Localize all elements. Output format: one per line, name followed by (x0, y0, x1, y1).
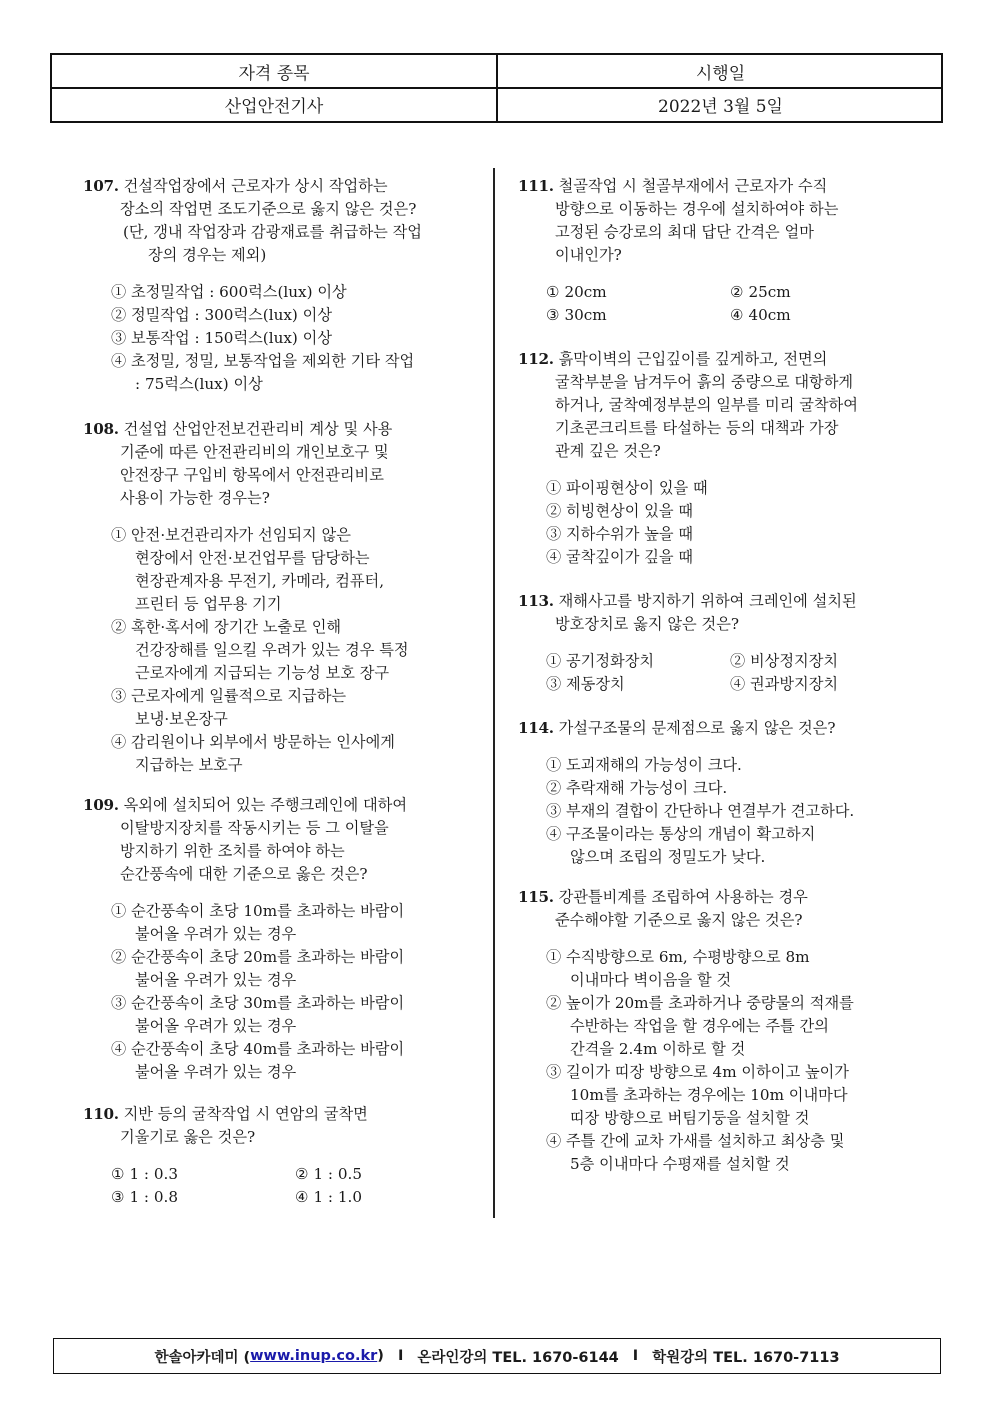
column-divider (493, 168, 495, 1218)
options-row (83, 1186, 483, 1209)
question-113 (518, 590, 918, 696)
question-number: 114. (518, 719, 554, 737)
question-text: 이내인가? (555, 246, 622, 264)
option-4-cont: 않으며 조립의 정밀도가 낮다. (570, 848, 766, 866)
question-115 (518, 886, 918, 1176)
question-number: 115. (518, 888, 554, 906)
option-2: ② 정밀작업 : 300럭스(lux) 이상 (111, 306, 333, 324)
question-stem (518, 886, 918, 909)
question-108 (83, 418, 483, 777)
options-row (518, 650, 918, 673)
question-text: 굴착부분을 남겨두어 흙의 중량으로 대항하게 (555, 373, 854, 391)
question-stem (83, 418, 483, 441)
header-subject-label: 자격 종목 (52, 55, 498, 87)
question-note: 장의 경우는 제외) (148, 246, 267, 264)
header-date-label: 시행일 (695, 63, 746, 84)
option-4: ④ 순간풍속이 초당 40m를 초과하는 바람이 (111, 1040, 405, 1058)
footer-academy: 한솔아카데미 ( (154, 1349, 251, 1366)
option-3-cont: 불어올 우려가 있는 경우 (135, 1017, 297, 1035)
option-4-cont: 지급하는 보호구 (135, 756, 243, 774)
option-3-cont: 10m를 초과하는 경우에는 10m 이내마다 (570, 1086, 848, 1104)
option-4: ④ 주틀 간에 교차 가새를 설치하고 최상층 및 (546, 1132, 845, 1150)
options-row (83, 1163, 483, 1186)
question-107 (83, 175, 483, 396)
option-1: ① 공기정화장치 (546, 652, 655, 670)
question-text: 건설작업장에서 근로자가 상시 작업하는 (123, 177, 388, 195)
option-2: ② 25cm (730, 283, 791, 301)
footer-separator: I (632, 1348, 639, 1364)
option-1-cont: 불어올 우려가 있는 경우 (135, 925, 297, 943)
option-4: ④ 권과방지장치 (730, 675, 839, 693)
footer-academy-close: ) (377, 1348, 384, 1364)
option-4-cont: : 75럭스(lux) 이상 (135, 375, 263, 393)
question-number: 111. (518, 177, 554, 195)
options-row (518, 281, 918, 304)
header-row-values (52, 87, 941, 121)
question-number: 109. (83, 796, 119, 814)
question-stem (518, 175, 918, 198)
question-109 (83, 794, 483, 1084)
option-2-cont: 수반하는 작업을 할 경우에는 주틀 간의 (570, 1017, 829, 1035)
option-4: ④ 1 : 1.0 (295, 1188, 363, 1206)
header-date-value: 2022년 3월 5일 (658, 96, 783, 117)
option-2-cont: 건강장해를 일으킬 우려가 있는 경우 특정 (135, 641, 409, 659)
question-text: 사용이 가능한 경우는? (120, 489, 270, 507)
footer-url-link[interactable]: www.inup.co.kr (250, 1348, 378, 1364)
option-1: ① 초정밀작업 : 600럭스(lux) 이상 (111, 283, 347, 301)
question-text: 강관틀비계를 조립하여 사용하는 경우 (558, 888, 808, 906)
option-1-cont: 이내마다 벽이음을 할 것 (570, 971, 732, 989)
question-text: 기초콘크리트를 타설하는 등의 대책과 가장 (555, 419, 839, 437)
option-2-cont: 근로자에게 지급되는 기능성 보호 장구 (135, 664, 390, 682)
header-table (50, 53, 943, 123)
option-2: ② 추락재해 가능성이 크다. (546, 779, 728, 797)
footer-banner (53, 1338, 941, 1374)
option-2-cont: 불어올 우려가 있는 경우 (135, 971, 297, 989)
question-stem (518, 348, 918, 371)
option-2: ② 비상정지장치 (730, 652, 839, 670)
question-text: 관계 깊은 것은? (555, 442, 661, 460)
option-4-cont: 5층 이내마다 수평재를 설치할 것 (570, 1155, 790, 1173)
question-text: 준수해야할 기준으로 옳지 않은 것은? (555, 911, 803, 929)
option-3: ③ 근로자에게 일률적으로 지급하는 (111, 687, 347, 705)
option-3: ③ 부재의 결합이 간단하나 연결부가 견고하다. (546, 802, 855, 820)
option-3-cont: 보냉·보온장구 (135, 710, 228, 728)
option-1: ① 수직방향으로 6m, 수평방향으로 8m (546, 948, 810, 966)
question-note: (단, 갱내 작업장과 감광재료를 취급하는 작업 (123, 223, 422, 241)
question-112 (518, 348, 918, 569)
question-stem (518, 590, 918, 613)
question-stem (83, 175, 483, 198)
question-text: 하거나, 굴착예정부분의 일부를 미리 굴착하여 (555, 396, 858, 414)
option-4: ④ 초정밀, 정밀, 보통작업을 제외한 기타 작업 (111, 352, 415, 370)
option-2-cont: 간격을 2.4m 이하로 할 것 (570, 1040, 746, 1058)
option-4: ④ 굴착깊이가 깊을 때 (546, 548, 694, 566)
option-1: ① 도괴재해의 가능성이 크다. (546, 756, 742, 774)
question-text: 안전장구 구입비 항목에서 안전관리비로 (120, 466, 384, 484)
question-text: 가설구조물의 문제점으로 옳지 않은 것은? (558, 719, 836, 737)
option-2: ② 높이가 20m를 초과하거나 중량물의 적재를 (546, 994, 854, 1012)
question-text: 기준에 따른 안전관리비의 개인보호구 및 (120, 443, 389, 461)
question-text: 방지하기 위한 조치를 하여야 하는 (120, 842, 345, 860)
question-110 (83, 1103, 483, 1209)
question-number: 112. (518, 350, 554, 368)
option-3: ③ 보통작업 : 150럭스(lux) 이상 (111, 329, 333, 347)
option-2: ② 1 : 0.5 (295, 1165, 363, 1183)
option-3: ③ 1 : 0.8 (111, 1188, 179, 1206)
question-stem (83, 794, 483, 817)
option-4: ④ 구조물이라는 통상의 개념이 확고하지 (546, 825, 816, 843)
question-114 (518, 717, 918, 869)
option-3: ③ 길이가 띠장 방향으로 4m 이하이고 높이가 (546, 1063, 849, 1081)
question-number: 113. (518, 592, 554, 610)
option-1-cont: 현장관계자용 무전기, 카메라, 컴퓨터, (135, 572, 385, 590)
option-1-cont: 프린터 등 업무용 기기 (135, 595, 282, 613)
question-number: 108. (83, 420, 119, 438)
question-text: 지반 등의 굴착작업 시 연암의 굴착면 (123, 1105, 368, 1123)
option-3: ③ 순간풍속이 초당 30m를 초과하는 바람이 (111, 994, 405, 1012)
footer-separator: I (397, 1348, 404, 1364)
question-text: 순간풍속에 대한 기준으로 옳은 것은? (120, 865, 368, 883)
footer-offline-tel: 학원강의 TEL. 1670-7113 (652, 1349, 840, 1366)
option-1: ① 1 : 0.3 (111, 1165, 179, 1183)
option-1: ① 20cm (546, 283, 607, 301)
option-4: ④ 40cm (730, 306, 791, 324)
question-text: 고정된 승강로의 최대 답단 간격은 얼마 (555, 223, 814, 241)
option-2: ② 히빙현상이 있을 때 (546, 502, 694, 520)
option-2: ② 순간풍속이 초당 20m를 초과하는 바람이 (111, 948, 405, 966)
footer-online-tel: 온라인강의 TEL. 1670-6144 (417, 1349, 619, 1366)
option-1: ① 안전·보건관리자가 선임되지 않은 (111, 526, 351, 544)
question-text: 이탈방지장치를 작동시키는 등 그 이탈을 (120, 819, 389, 837)
header-row-labels (52, 55, 941, 89)
option-1: ① 순간풍속이 초당 10m를 초과하는 바람이 (111, 902, 405, 920)
question-text: 방호장치로 옳지 않은 것은? (555, 615, 740, 633)
question-text: 방향으로 이동하는 경우에 설치하여야 하는 (555, 200, 839, 218)
header-subject-value: 산업안전기사 (52, 87, 498, 121)
options-row (518, 673, 918, 696)
question-stem (518, 717, 918, 740)
question-111 (518, 175, 918, 327)
question-number: 110. (83, 1105, 119, 1123)
option-3: ③ 30cm (546, 306, 607, 324)
question-text: 장소의 작업면 조도기준으로 옳지 않은 것은? (120, 200, 417, 218)
question-text: 기울기로 옳은 것은? (120, 1128, 256, 1146)
question-text: 건설업 산업안전보건관리비 계상 및 사용 (123, 420, 393, 438)
question-text: 철골작업 시 철골부재에서 근로자가 수직 (558, 177, 828, 195)
question-text: 재해사고를 방지하기 위하여 크레인에 설치된 (558, 592, 857, 610)
option-1-cont: 현장에서 안전·보건업무를 담당하는 (135, 549, 370, 567)
question-number: 107. (83, 177, 119, 195)
option-3: ③ 제동장치 (546, 675, 625, 693)
option-1: ① 파이핑현상이 있을 때 (546, 479, 708, 497)
question-text: 옥외에 설치되어 있는 주행크레인에 대하여 (123, 796, 408, 814)
option-4: ④ 감리원이나 외부에서 방문하는 인사에게 (111, 733, 395, 751)
option-3-cont: 띠장 방향으로 버팀기둥을 설치할 것 (570, 1109, 810, 1127)
question-stem (83, 1103, 483, 1126)
options-row (518, 304, 918, 327)
option-4-cont: 불어올 우려가 있는 경우 (135, 1063, 297, 1081)
option-2: ② 혹한·혹서에 장기간 노출로 인해 (111, 618, 342, 636)
question-text: 흙막이벽의 근입깊이를 깊게하고, 전면의 (558, 350, 828, 368)
option-3: ③ 지하수위가 높을 때 (546, 525, 694, 543)
